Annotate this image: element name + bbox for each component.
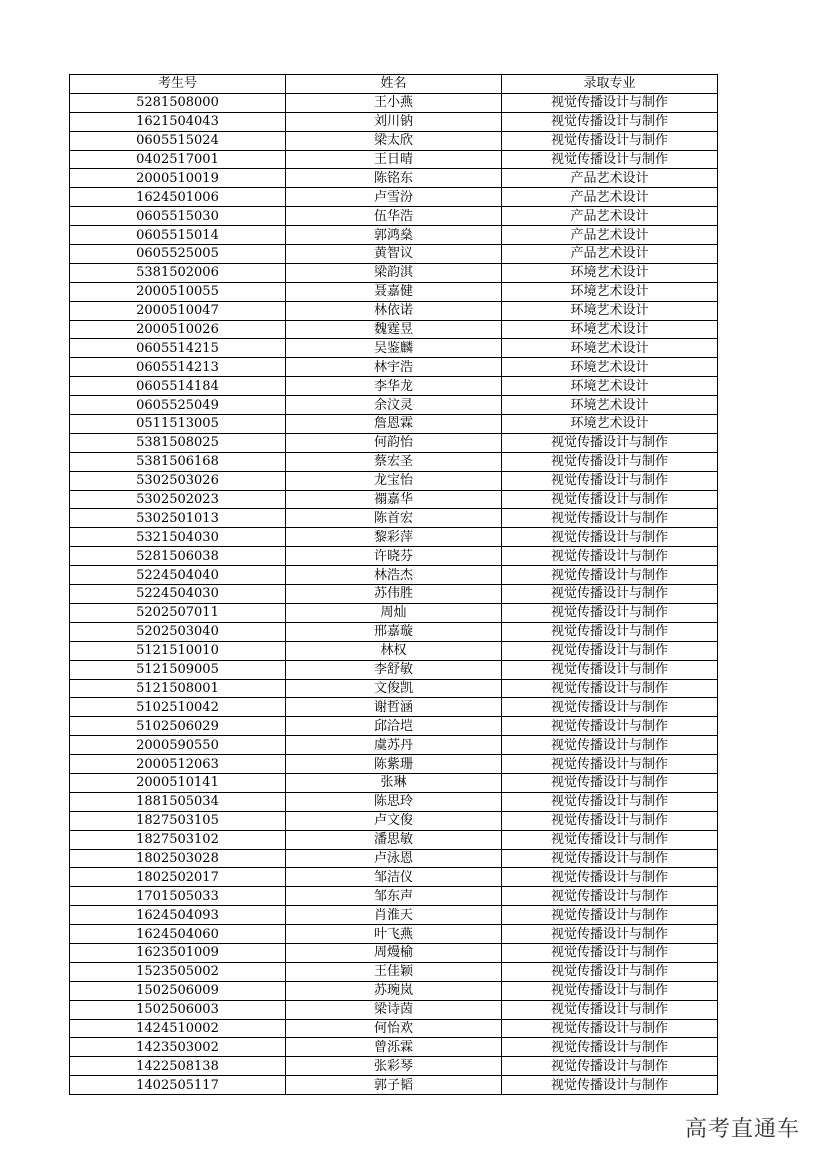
exam-number-cell: 1624501006 — [70, 188, 286, 207]
major-cell: 视觉传播设计与制作 — [502, 433, 718, 452]
exam-number-cell: 1802503028 — [70, 849, 286, 868]
major-cell: 产品艺术设计 — [502, 207, 718, 226]
table-row — [70, 377, 718, 396]
exam-number-cell: 5302503026 — [70, 471, 286, 490]
table-row — [70, 245, 718, 264]
name-cell: 林权 — [286, 641, 502, 660]
exam-number-cell: 5302502023 — [70, 490, 286, 509]
major-cell: 产品艺术设计 — [502, 188, 718, 207]
table-row — [70, 1057, 718, 1076]
major-cell: 视觉传播设计与制作 — [502, 1038, 718, 1057]
header-exam-number: 考生号 — [70, 75, 286, 94]
table-row — [70, 660, 718, 679]
major-cell: 环境艺术设计 — [502, 320, 718, 339]
name-cell: 何怡欢 — [286, 1019, 502, 1038]
name-cell: 张琳 — [286, 773, 502, 792]
table-row — [70, 736, 718, 755]
major-cell: 视觉传播设计与制作 — [502, 509, 718, 528]
table-row — [70, 830, 718, 849]
exam-number-cell: 1523505002 — [70, 962, 286, 981]
name-cell: 邱洽垲 — [286, 717, 502, 736]
exam-number-cell: 5381502006 — [70, 263, 286, 282]
exam-number-cell: 5121508001 — [70, 679, 286, 698]
major-cell: 视觉传播设计与制作 — [502, 925, 718, 944]
admission-list-table — [69, 74, 718, 1095]
major-cell: 环境艺术设计 — [502, 396, 718, 415]
major-cell: 视觉传播设计与制作 — [502, 490, 718, 509]
major-cell: 环境艺术设计 — [502, 263, 718, 282]
exam-number-cell: 1827503102 — [70, 830, 286, 849]
exam-number-cell: 1502506009 — [70, 981, 286, 1000]
exam-number-cell: 0511513005 — [70, 415, 286, 434]
name-cell: 林浩杰 — [286, 566, 502, 585]
exam-number-cell: 5102506029 — [70, 717, 286, 736]
major-cell: 视觉传播设计与制作 — [502, 849, 718, 868]
major-cell: 视觉传播设计与制作 — [502, 906, 718, 925]
table-row — [70, 471, 718, 490]
exam-number-cell: 0402517001 — [70, 150, 286, 169]
exam-number-cell: 1827503105 — [70, 811, 286, 830]
table-row — [70, 1000, 718, 1019]
name-cell: 郭子韬 — [286, 1076, 502, 1095]
exam-number-cell: 0605514184 — [70, 377, 286, 396]
exam-number-cell: 2000510055 — [70, 282, 286, 301]
major-cell: 视觉传播设计与制作 — [502, 471, 718, 490]
major-cell: 视觉传播设计与制作 — [502, 736, 718, 755]
name-cell: 陈铭东 — [286, 169, 502, 188]
table-row — [70, 811, 718, 830]
exam-number-cell: 1621504043 — [70, 112, 286, 131]
name-cell: 林依诺 — [286, 301, 502, 320]
name-cell: 卢泳恩 — [286, 849, 502, 868]
table-row — [70, 282, 718, 301]
name-cell: 黄智议 — [286, 245, 502, 264]
major-cell: 视觉传播设计与制作 — [502, 150, 718, 169]
name-cell: 苏琬岚 — [286, 981, 502, 1000]
exam-number-cell: 5102510042 — [70, 698, 286, 717]
major-cell: 视觉传播设计与制作 — [502, 622, 718, 641]
exam-number-cell: 0605514213 — [70, 358, 286, 377]
name-cell: 詹恩霖 — [286, 415, 502, 434]
major-cell: 产品艺术设计 — [502, 226, 718, 245]
name-cell: 卢雪汾 — [286, 188, 502, 207]
name-cell: 邢嘉璇 — [286, 622, 502, 641]
table-row — [70, 547, 718, 566]
exam-number-cell: 1701505033 — [70, 887, 286, 906]
table-row — [70, 415, 718, 434]
name-cell: 林宇浩 — [286, 358, 502, 377]
major-cell: 环境艺术设计 — [502, 282, 718, 301]
major-cell: 视觉传播设计与制作 — [502, 1000, 718, 1019]
exam-number-cell: 0605514215 — [70, 339, 286, 358]
exam-number-cell: 1424510002 — [70, 1019, 286, 1038]
name-cell: 卢文俊 — [286, 811, 502, 830]
name-cell: 潘思敏 — [286, 830, 502, 849]
major-cell: 视觉传播设计与制作 — [502, 868, 718, 887]
exam-number-cell: 2000512063 — [70, 755, 286, 774]
major-cell: 视觉传播设计与制作 — [502, 717, 718, 736]
exam-number-cell: 5121509005 — [70, 660, 286, 679]
exam-number-cell: 5224504040 — [70, 566, 286, 585]
table-row — [70, 433, 718, 452]
name-cell: 周灿 — [286, 603, 502, 622]
name-cell: 王小燕 — [286, 93, 502, 112]
major-cell: 视觉传播设计与制作 — [502, 698, 718, 717]
name-cell: 邹洁仪 — [286, 868, 502, 887]
table-row — [70, 320, 718, 339]
major-cell: 视觉传播设计与制作 — [502, 585, 718, 604]
exam-number-cell: 5224504030 — [70, 585, 286, 604]
table-row — [70, 566, 718, 585]
exam-number-cell: 2000510019 — [70, 169, 286, 188]
table-row — [70, 962, 718, 981]
table-row — [70, 603, 718, 622]
exam-number-cell: 1422508138 — [70, 1057, 286, 1076]
table-row — [70, 452, 718, 471]
major-cell: 视觉传播设计与制作 — [502, 773, 718, 792]
table-row — [70, 263, 718, 282]
exam-number-cell: 5381508025 — [70, 433, 286, 452]
name-cell: 蔡宏圣 — [286, 452, 502, 471]
exam-number-cell: 0605515024 — [70, 131, 286, 150]
table-row — [70, 943, 718, 962]
table-row — [70, 641, 718, 660]
major-cell: 视觉传播设计与制作 — [502, 1076, 718, 1095]
exam-number-cell: 0605515014 — [70, 226, 286, 245]
table-row — [70, 490, 718, 509]
major-cell: 环境艺术设计 — [502, 339, 718, 358]
name-cell: 邹东声 — [286, 887, 502, 906]
table-body — [70, 93, 718, 1094]
table-row — [70, 226, 718, 245]
major-cell: 视觉传播设计与制作 — [502, 131, 718, 150]
major-cell: 视觉传播设计与制作 — [502, 1019, 718, 1038]
name-cell: 周熳榆 — [286, 943, 502, 962]
exam-number-cell: 1881505034 — [70, 792, 286, 811]
exam-number-cell: 1624504093 — [70, 906, 286, 925]
name-cell: 李华龙 — [286, 377, 502, 396]
exam-number-cell: 1624504060 — [70, 925, 286, 944]
major-cell: 视觉传播设计与制作 — [502, 981, 718, 1000]
name-cell: 陈首宏 — [286, 509, 502, 528]
table-row — [70, 93, 718, 112]
major-cell: 视觉传播设计与制作 — [502, 641, 718, 660]
table-row — [70, 717, 718, 736]
major-cell: 视觉传播设计与制作 — [502, 528, 718, 547]
name-cell: 王日晴 — [286, 150, 502, 169]
major-cell: 视觉传播设计与制作 — [502, 452, 718, 471]
table-row — [70, 131, 718, 150]
major-cell: 视觉传播设计与制作 — [502, 887, 718, 906]
watermark-logo-text: 高考直通车 — [684, 1117, 800, 1142]
name-cell: 伍华浩 — [286, 207, 502, 226]
table-row — [70, 358, 718, 377]
exam-number-cell: 5381506168 — [70, 452, 286, 471]
table-row — [70, 698, 718, 717]
exam-number-cell: 5202503040 — [70, 622, 286, 641]
major-cell: 视觉传播设计与制作 — [502, 792, 718, 811]
table-row — [70, 585, 718, 604]
name-cell: 梁韵淇 — [286, 263, 502, 282]
exam-number-cell: 1423503002 — [70, 1038, 286, 1057]
table-row — [70, 396, 718, 415]
exam-number-cell: 2000590550 — [70, 736, 286, 755]
table-row — [70, 679, 718, 698]
table-row — [70, 773, 718, 792]
header-name: 姓名 — [286, 75, 502, 94]
name-cell: 李舒敏 — [286, 660, 502, 679]
name-cell: 梁太欣 — [286, 131, 502, 150]
table-row — [70, 188, 718, 207]
major-cell: 视觉传播设计与制作 — [502, 755, 718, 774]
table-row — [70, 1076, 718, 1095]
major-cell: 环境艺术设计 — [502, 301, 718, 320]
name-cell: 文俊凯 — [286, 679, 502, 698]
table-row — [70, 1019, 718, 1038]
table-row — [70, 207, 718, 226]
major-cell: 环境艺术设计 — [502, 358, 718, 377]
table-row — [70, 339, 718, 358]
exam-number-cell: 1623501009 — [70, 943, 286, 962]
table-row — [70, 887, 718, 906]
name-cell: 刘川钠 — [286, 112, 502, 131]
name-cell: 郭鸿燊 — [286, 226, 502, 245]
table-row — [70, 150, 718, 169]
major-cell: 视觉传播设计与制作 — [502, 1057, 718, 1076]
name-cell: 肖淮天 — [286, 906, 502, 925]
table-row — [70, 622, 718, 641]
exam-number-cell: 2000510141 — [70, 773, 286, 792]
exam-number-cell: 1402505117 — [70, 1076, 286, 1095]
exam-number-cell: 5202507011 — [70, 603, 286, 622]
table-row — [70, 509, 718, 528]
table-row — [70, 981, 718, 1000]
exam-number-cell: 5281506038 — [70, 547, 286, 566]
major-cell: 视觉传播设计与制作 — [502, 679, 718, 698]
header-row — [70, 75, 718, 94]
table-row — [70, 849, 718, 868]
name-cell: 梁诗茵 — [286, 1000, 502, 1019]
name-cell: 虞苏丹 — [286, 736, 502, 755]
name-cell: 谢哲涵 — [286, 698, 502, 717]
name-cell: 许晓芬 — [286, 547, 502, 566]
name-cell: 张彩琴 — [286, 1057, 502, 1076]
exam-number-cell: 0605525049 — [70, 396, 286, 415]
table-row — [70, 755, 718, 774]
major-cell: 视觉传播设计与制作 — [502, 566, 718, 585]
major-cell: 产品艺术设计 — [502, 245, 718, 264]
exam-number-cell: 2000510026 — [70, 320, 286, 339]
exam-number-cell: 0605515030 — [70, 207, 286, 226]
name-cell: 黎彩萍 — [286, 528, 502, 547]
name-cell: 苏伟胜 — [286, 585, 502, 604]
table-row — [70, 112, 718, 131]
exam-number-cell: 5121510010 — [70, 641, 286, 660]
table-row — [70, 906, 718, 925]
name-cell: 叶飞燕 — [286, 925, 502, 944]
major-cell: 视觉传播设计与制作 — [502, 112, 718, 131]
exam-number-cell: 0605525005 — [70, 245, 286, 264]
major-cell: 视觉传播设计与制作 — [502, 660, 718, 679]
name-cell: 陈紫珊 — [286, 755, 502, 774]
name-cell: 王佳颖 — [286, 962, 502, 981]
table-row — [70, 169, 718, 188]
major-cell: 视觉传播设计与制作 — [502, 547, 718, 566]
name-cell: 聂嘉健 — [286, 282, 502, 301]
table-row — [70, 925, 718, 944]
major-cell: 视觉传播设计与制作 — [502, 830, 718, 849]
major-cell: 产品艺术设计 — [502, 169, 718, 188]
exam-number-cell: 5302501013 — [70, 509, 286, 528]
major-cell: 环境艺术设计 — [502, 377, 718, 396]
exam-number-cell: 5321504030 — [70, 528, 286, 547]
major-cell: 视觉传播设计与制作 — [502, 943, 718, 962]
major-cell: 视觉传播设计与制作 — [502, 93, 718, 112]
table-row — [70, 792, 718, 811]
table-row — [70, 528, 718, 547]
table-row — [70, 868, 718, 887]
exam-number-cell: 5281508000 — [70, 93, 286, 112]
table-row — [70, 1038, 718, 1057]
name-cell: 余汶灵 — [286, 396, 502, 415]
header-major: 录取专业 — [502, 75, 718, 94]
name-cell: 魏霆昱 — [286, 320, 502, 339]
name-cell: 吴鉴麟 — [286, 339, 502, 358]
major-cell: 视觉传播设计与制作 — [502, 962, 718, 981]
name-cell: 龙宝怡 — [286, 471, 502, 490]
name-cell: 曾泺霖 — [286, 1038, 502, 1057]
exam-number-cell: 2000510047 — [70, 301, 286, 320]
table-row — [70, 301, 718, 320]
major-cell: 视觉传播设计与制作 — [502, 603, 718, 622]
name-cell: 何韵怡 — [286, 433, 502, 452]
exam-number-cell: 1502506003 — [70, 1000, 286, 1019]
name-cell: 陈思玲 — [286, 792, 502, 811]
major-cell: 环境艺术设计 — [502, 415, 718, 434]
name-cell: 禤嘉华 — [286, 490, 502, 509]
exam-number-cell: 1802502017 — [70, 868, 286, 887]
major-cell: 视觉传播设计与制作 — [502, 811, 718, 830]
